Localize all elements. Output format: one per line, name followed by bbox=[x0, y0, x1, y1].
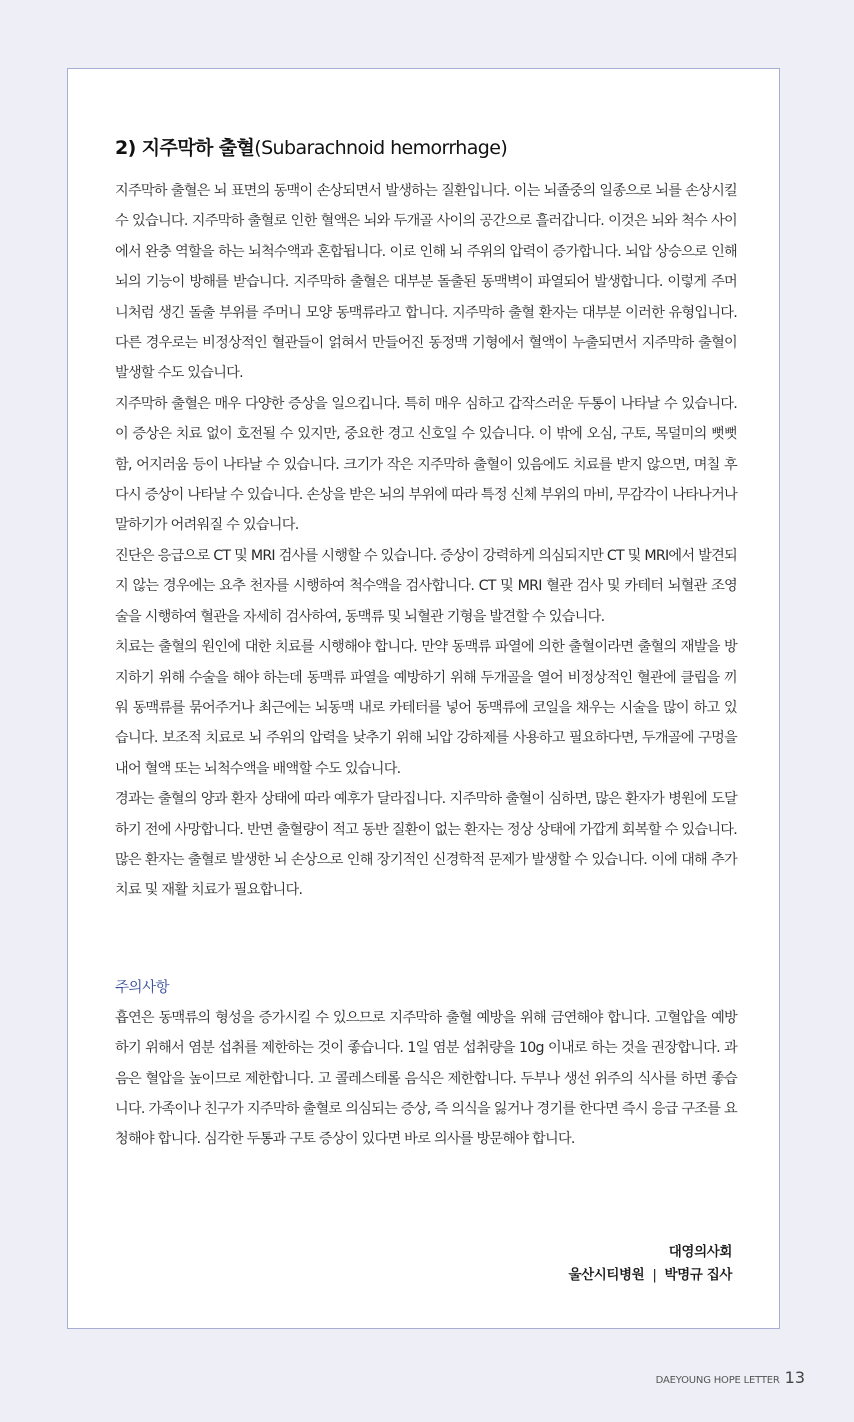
signature-hospital: 울산시티병원 bbox=[568, 1267, 645, 1283]
page-number: 13 bbox=[784, 1368, 805, 1387]
notice-text: 흡연은 동맥류의 형성을 증가시킬 수 있으므로 지주막하 출혈 예방을 위해 금연해야 합니다. 고혈압을 예방하기 위해서 염분 섭취를 제한하는 것이 좋습니다. 1일 염분 섭취량을 10g 이내로 하는 것을 권장합니다. 과음은 혈압을 높이므로 제한합니다. 고 콜레스테롤 음식은 제한합니다. 두부나 생선 위주의 식사를 하면 좋습니다. 가족이나 친구가 지주막하 출혈로 의심되는 증상, 즉 의식을 잃거나 경기를 한다면 즉시 응급 구조를 요청해야 합니다. 심각한 두통과 구토 증상이 있다면 바로 의사를 방문해야 합니다. bbox=[115, 1009, 737, 1148]
section-title-english: (Subarachnoid hemorrhage) bbox=[254, 137, 508, 159]
section-title bbox=[115, 134, 737, 162]
signature-org: 대영의사회 bbox=[668, 1244, 732, 1260]
section-title-korean: 2) 지주막하 출혈 bbox=[115, 137, 255, 159]
paragraph-symptoms: 지주막하 출혈은 매우 다양한 증상을 일으킵니다. 특히 매우 심하고 갑작스러운 두통이 나타날 수 있습니다. 이 증상은 치료 없이 호전될 수 있지만, 중요한 경고 신호일 수 있습니다. 이 밖에 오심, 구토, 목덜미의 뻣뻣함, 어지러움 등이 나타날 수 있습니다. 크기가 작은 지주막하 출혈이 있음에도 치료를 받지 않으면, 며칠 후 다시 증상이 나타날 수 있습니다. 손상을 받은 뇌의 부위에 따라 특정 신체 부위의 마비, 무감각이 나타나거나 말하기가 어려워질 수 있습니다. bbox=[115, 395, 737, 534]
notice-heading: 주의사항 bbox=[115, 979, 170, 996]
page-footer bbox=[656, 1368, 805, 1388]
signature-author-line bbox=[568, 1264, 732, 1287]
article-card bbox=[67, 68, 780, 1329]
signature-author: 박명규 집사 bbox=[664, 1267, 732, 1283]
newsletter-name: DAEYOUNG HOPE LETTER bbox=[655, 1375, 780, 1386]
paragraph-definition: 지주막하 출혈은 뇌 표면의 동맥이 손상되면서 발생하는 질환입니다. 이는 뇌졸중의 일종으로 뇌를 손상시킬 수 있습니다. 지주막하 출혈로 인한 혈액은 뇌와 두개골 사이의 공간으로 흘러갑니다. 이것은 뇌와 척수 사이에서 완충 역할을 하는 뇌척수액과 혼합됩니다. 이로 인해 뇌 주위의 압력이 증가합니다. 뇌압 상승으로 인해 뇌의 기능이 방해를 받습니다. 지주막하 출혈은 대부분 돌출된 동맥벽이 파열되어 발생합니다. 이렇게 주머니처럼 생긴 돌출 부위를 주머니 모양 동맥류라고 합니다. 지주막하 출혈 환자는 대부분 이러한 유형입니다. 다른 경우로는 비정상적인 혈관들이 얽혀서 만들어진 동정맥 기형에서 혈액이 누출되면서 지주막하 출혈이 발생할 수도 있습니다. bbox=[115, 183, 737, 382]
paragraph-treatment: 치료는 출혈의 원인에 대한 치료를 시행해야 합니다. 만약 동맥류 파열에 의한 출혈이라면 출혈의 재발을 방지하기 위해 수술을 해야 하는데 동맥류 파열을 예방하기 위해 두개골을 열어 비정상적인 혈관에 클립을 끼워 동맥류를 묶어주거나 최근에는 뇌동맥 내로 카테터를 넣어 동맥류에 코일을 채우는 시술을 많이 하고 있습니다. 보조적 치료로 뇌 주위의 압력을 낮추기 위해 뇌압 강하제를 사용하고 필요하다면, 두개골에 구멍을 내어 혈액 또는 뇌척수액을 배액할 수도 있습니다. bbox=[115, 639, 737, 777]
signature-separator: | bbox=[652, 1267, 657, 1283]
paragraph-prognosis: 경과는 출혈의 양과 환자 상태에 따라 예후가 달라집니다. 지주막하 출혈이 심하면, 많은 환자가 병원에 도달하기 전에 사망합니다. 반면 출혈량이 적고 동반 질환이 없는 환자는 정상 상태에 가깝게 회복할 수 있습니다. 많은 환자는 출혈로 발생한 뇌 손상으로 인해 장기적인 신경학적 문제가 발생할 수 있습니다. 이에 대해 추가 치료 및 재활 치료가 필요합니다. bbox=[115, 791, 737, 899]
article-content bbox=[115, 134, 737, 1155]
author-signature bbox=[568, 1241, 732, 1287]
paragraph-diagnosis: 진단은 응급으로 CT 및 MRI 검사를 시행할 수 있습니다. 증상이 강력하게 의심되지만 CT 및 MRI에서 발견되지 않는 경우에는 요추 천자를 시행하여 척수액을 검사합니다. CT 및 MRI 혈관 검사 및 카테터 뇌혈관 조영술을 시행하여 혈관을 자세히 검사하여, 동맥류 및 뇌혈관 기형을 발견할 수 있습니다. bbox=[115, 547, 737, 625]
